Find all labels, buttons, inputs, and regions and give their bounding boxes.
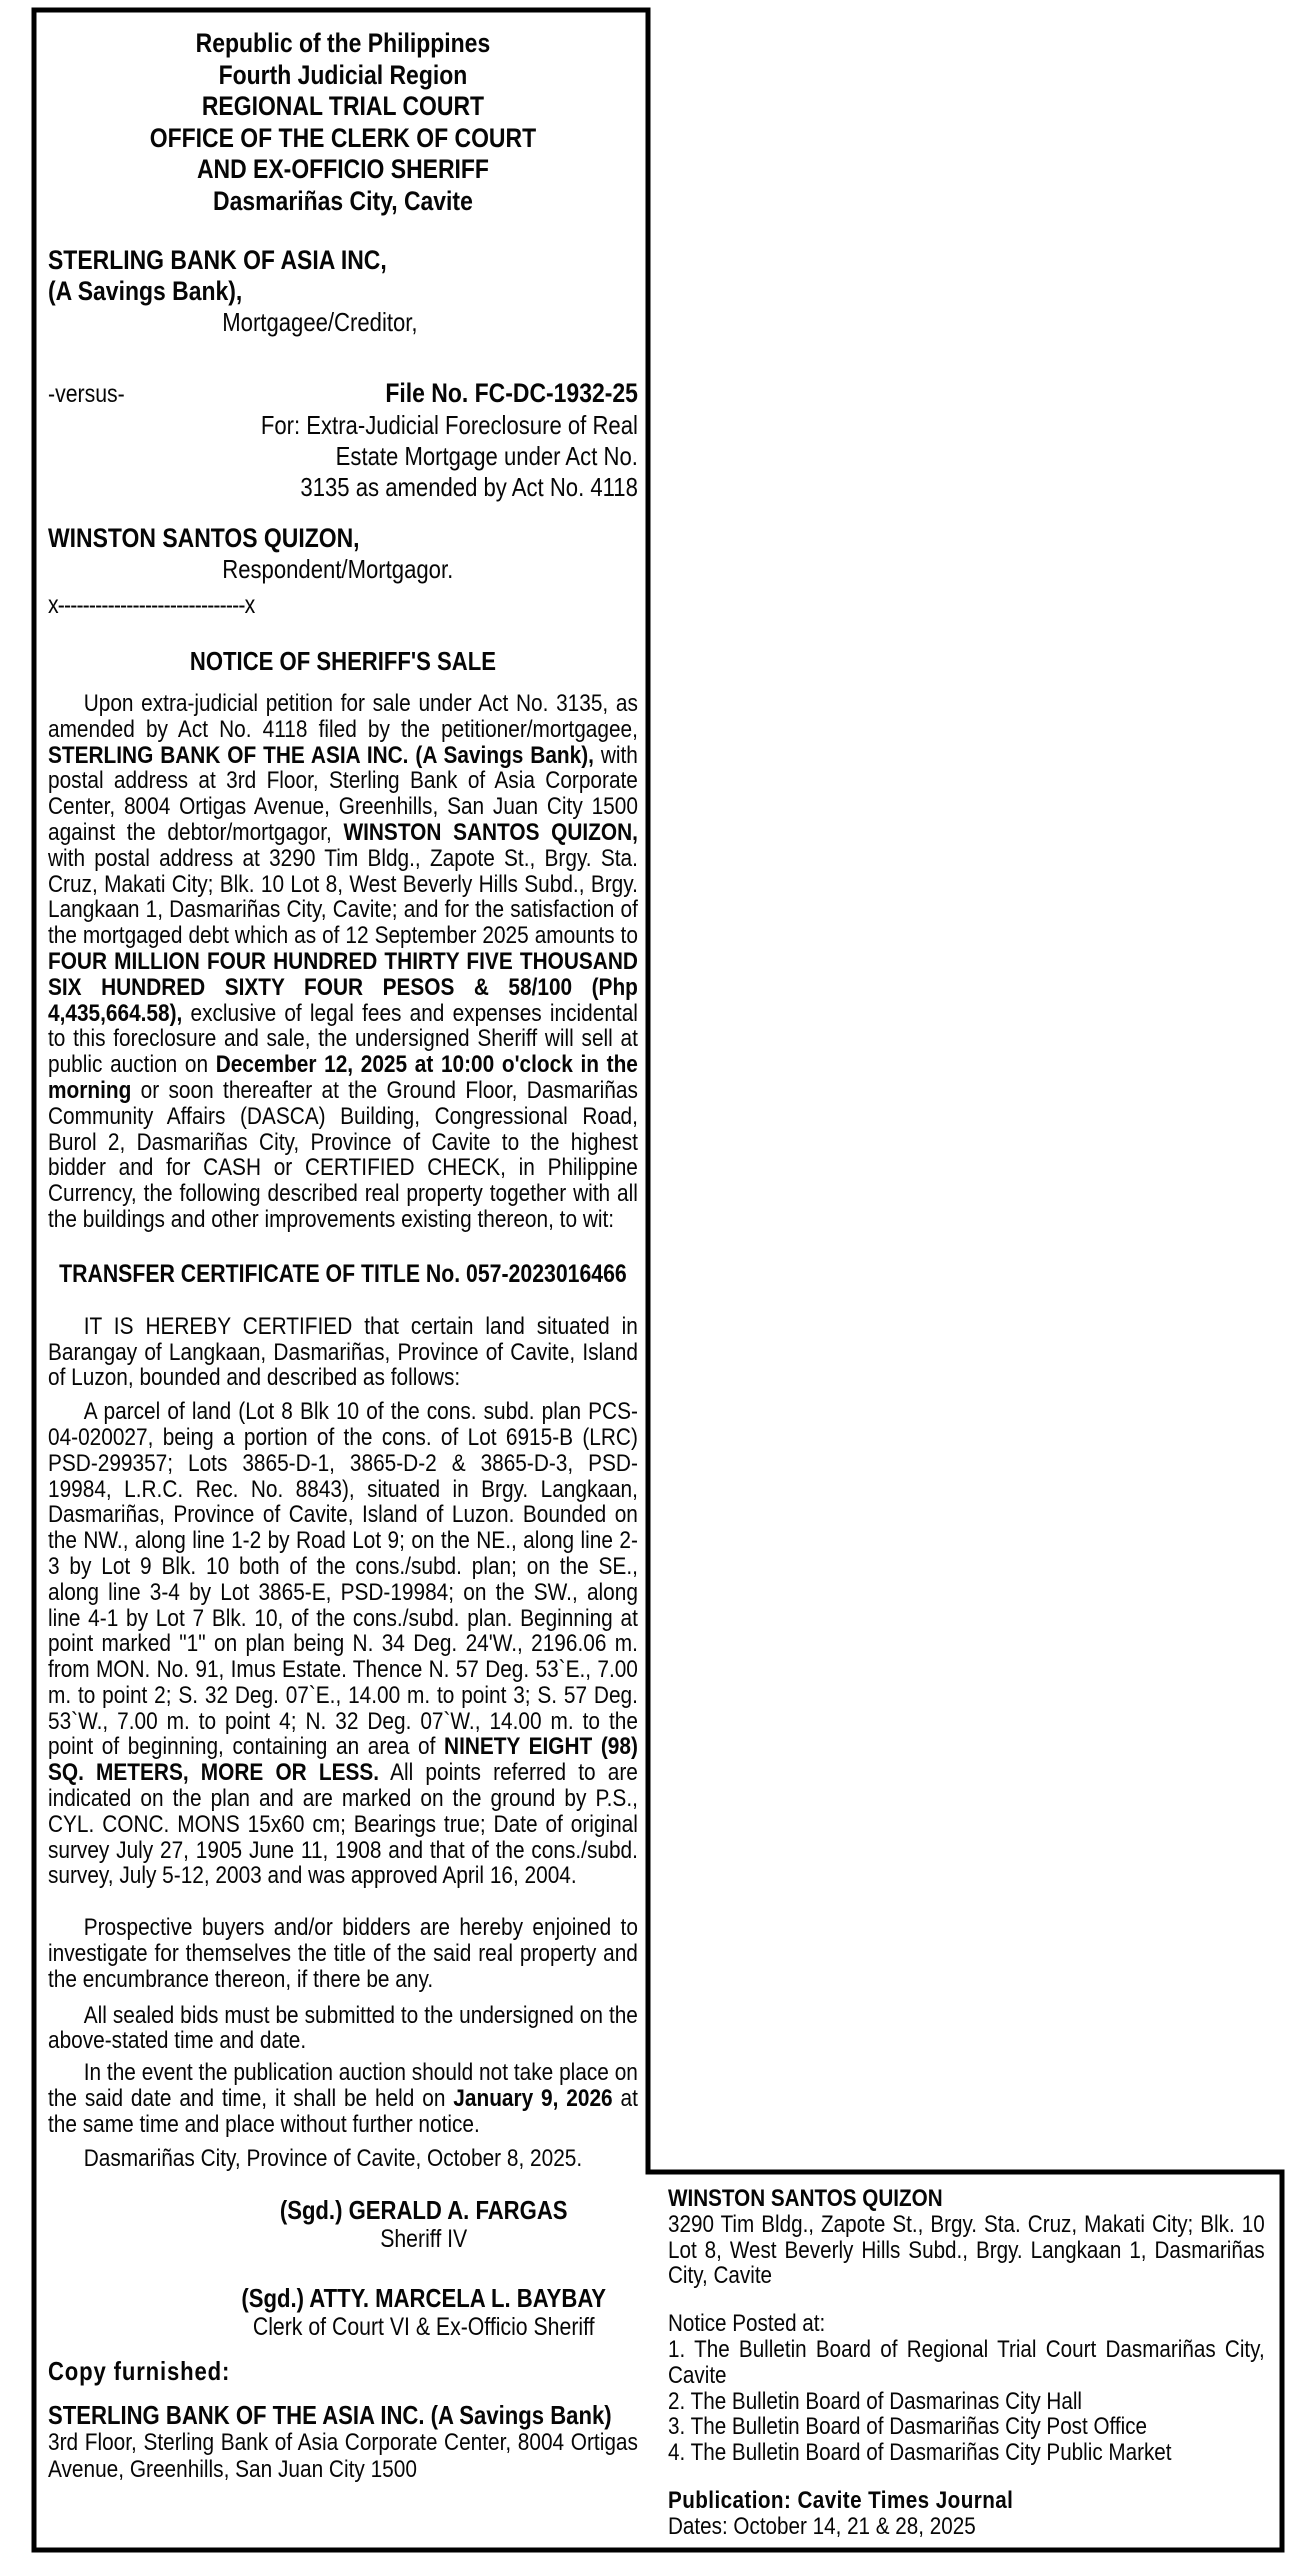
versus-label: -versus-	[48, 380, 125, 408]
clerk-position: Clerk of Court VI & Ex-Officio Sheriff	[252, 2313, 595, 2342]
header-line-city: Dasmariñas City, Cavite	[213, 185, 473, 216]
case-line-1: For: Extra-Judicial Foreclosure of Real	[260, 410, 638, 440]
header-line-republic: Republic of the Philippines	[195, 28, 491, 58]
header-line-office: OFFICE OF THE CLERK OF COURT	[149, 122, 537, 153]
header-line-sheriff: AND EX-OFFICIO SHERIFF	[196, 154, 489, 184]
paragraph-auction-details: Upon extra-judicial petition for sale under Act No. 3135, as amended by Act No. 4118 filed by the petitioner/mortgagee, STERLING BANK OF THE ASIA INC. (A Savings Bank), with postal address at 3rd Floor, Sterling Bank of Asia Corporate Center, 8004 Ortigas Avenue, Greenhills, San Juan City 1500 against the debtor/mortgagor, WINSTON SANTOS QUIZON, with postal address at 3290 Tim Bldg., Zapote St., Brgy. Sta. Cruz, Makati City; Blk. 10 Lot 8, West Beverly Hills Subd., Brgy. Langkaan 1, Dasmariñas City, Cavite; and for the satisfaction of the mortgaged debt which as of 12 September 2025 amounts to FOUR MILLION FOUR HUNDRED THIRTY FIVE THOUSAND SIX HUNDRED SIXTY FOUR PESOS & 58/100 (Php 4,435,664.58), exclusive of legal fees and expenses incidental to this foreclosure and sale, the undersigned Sheriff will sell at public auction on December 12, 2025 at 10:00 o'clock in the morning or soon thereafter at the Ground Floor, Dasmariñas Community Affairs (DASCA) Building, Congressional Road, Burol 2, Dasmariñas City, Province of Cavite to the highest bidder and for CASH or CERTIFIED CHECK, in Philippine Currency, the following described real property together with all the buildings and other improvements existing thereon, to wit:	[48, 690, 638, 1233]
copy-furnished-label: Copy furnished:	[48, 2356, 231, 2387]
side-respondent-name: WINSTON SANTOS QUIZON	[668, 2185, 943, 2212]
sheriff-signed-name: (Sgd.) GERALD A. FARGAS	[279, 2195, 568, 2226]
paragraph-sealed-bids: All sealed bids must be submitted to the undersigned on the above-stated time and date.	[48, 2001, 638, 2055]
header-line-court: REGIONAL TRIAL COURT	[201, 91, 485, 121]
case-description	[48, 410, 638, 503]
bank-name: STERLING BANK OF THE ASIA INC. (A Savings Bank)	[48, 2400, 612, 2431]
publication-name: Publication: Cavite Times Journal	[668, 2486, 1014, 2514]
posted-location-2: 2. The Bulletin Board of Dasmarinas City Hall	[668, 2387, 1083, 2415]
posted-location-1: 1. The Bulletin Board of Regional Trial Court Dasmariñas City, Cavite	[668, 2335, 1265, 2389]
issuance-date-line: Dasmariñas City, Province of Cavite, October 8, 2025.	[83, 2144, 583, 2172]
publication-dates: Dates: October 14, 21 & 28, 2025	[668, 2512, 976, 2540]
file-number: File No. FC-DC-1932-25	[385, 378, 638, 408]
notice-main-column	[48, 28, 638, 2483]
respondent-role: Respondent/Mortgagor.	[222, 554, 454, 584]
side-respondent-address: 3290 Tim Bldg., Zapote St., Brgy. Sta. Cruz, Makati City; Blk. 10 Lot 8, West Beverly Hills Subd., Brgy. Langkaan 1, Dasmariñas City, Cavite	[668, 2210, 1265, 2290]
case-line-3: 3135 as amended by Act No. 4118	[300, 472, 638, 502]
clerk-signature-block	[186, 2283, 662, 2341]
bank-copy-block	[48, 2401, 638, 2483]
sheriff-position: Sheriff IV	[380, 2225, 468, 2254]
publication-block	[668, 2488, 1265, 2540]
posted-location-4: 4. The Bulletin Board of Dasmariñas City Public Market	[668, 2439, 1172, 2467]
clerk-signed-name: (Sgd.) ATTY. MARCELA L. BAYBAY	[241, 2283, 607, 2314]
respondent-block	[48, 523, 638, 585]
mortgagee-name-line2: (A Savings Bank),	[48, 276, 243, 306]
posted-location-3: 3. The Bulletin Board of Dasmariñas City Post Office	[668, 2413, 1148, 2441]
paragraph-land-description: A parcel of land (Lot 8 Blk 10 of the cons. subd. plan PCS-04-020027, being a portion of the cons. of Lot 6915-B (LRC) PSD-299357; Lots 3865-D-1, 3865-D-2 & 3865-D-3, PSD-19984, L.R.C. Rec. No. 8843), situated in Brgy. Langkaan, Dasmariñas, Province of Cavite, Island of Luzon. Bounded on the NW., along line 1-2 by Road Lot 9; on the NE., along line 2-3 by Lot 9 Blk. 10 both of the cons./subd. plan; on the SE., along line 3-4 by Lot 3865-E, PSD-19984; on the SW., along line 4-1 by Lot 7 Blk. 10, of the cons./subd. plan. Beginning at point marked "1" on plan being N. 34 Deg. 24'W., 2196.06 m. from MON. No. 91, Imus Estate. Thence N. 57 Deg. 53`E., 7.00 m. to point 2; S. 32 Deg. 07`E., 14.00 m. to point 3; S. 57 Deg. 53`W., 7.00 m. to point 4; N. 32 Deg. 07`W., 14.00 m. to the point of beginning, containing an area of NINETY EIGHT (98) SQ. METERS, MORE OR LESS. All points referred to are indicated on the plan and are marked on the ground by P.S., CYL. CONC. MONS 15x60 cm; Bearings true; Date of original survey July 27, 1905 June 11, 1908 and that of the cons./subd. survey, July 5-12, 2003 and was approved April 16, 2004.	[48, 1398, 638, 1890]
bank-address: 3rd Floor, Sterling Bank of Asia Corporate Center, 8004 Ortigas Avenue, Greenhills, San Juan City 1500	[48, 2429, 638, 2484]
court-header	[48, 28, 638, 217]
paragraph-buyers-warning: Prospective buyers and/or bidders are hereby enjoined to investigate for themselves the title of the said real property and the encumbrance thereon, if there be any.	[48, 1914, 638, 1993]
tct-title: TRANSFER CERTIFICATE OF TITLE No. 057-2023016466	[59, 1259, 627, 1288]
mortgagee-name-line1: STERLING BANK OF ASIA INC,	[48, 245, 387, 275]
notice-posted-label: Notice Posted at:	[668, 2310, 826, 2338]
notice-posted-block	[668, 2311, 1265, 2466]
notice-title: NOTICE OF SHERIFF'S SALE	[189, 646, 496, 676]
respondent-name: WINSTON SANTOS QUIZON,	[48, 523, 360, 553]
header-line-region: Fourth Judicial Region	[218, 59, 468, 90]
case-line-2: Estate Mortgage under Act No.	[335, 441, 638, 471]
sheriff-signature-block	[186, 2195, 662, 2253]
mortgagee-role: Mortgagee/Creditor,	[222, 307, 418, 337]
versus-row	[48, 378, 638, 410]
case-divider: x------------------------------x	[48, 591, 255, 619]
paragraph-certification: IT IS HEREBY CERTIFIED that certain land situated in Barangay of Langkaan, Dasmariñas, Province of Cavite, Island of Luzon, bounded and described as follows:	[48, 1312, 638, 1392]
paragraph-rescheduled-auction: In the event the publication auction should not take place on the said date and time, it shall be held on January 9, 2026 at the same time and place without further notice.	[48, 2059, 638, 2138]
notice-side-box	[668, 2186, 1265, 2540]
mortgagee-block	[48, 245, 638, 338]
